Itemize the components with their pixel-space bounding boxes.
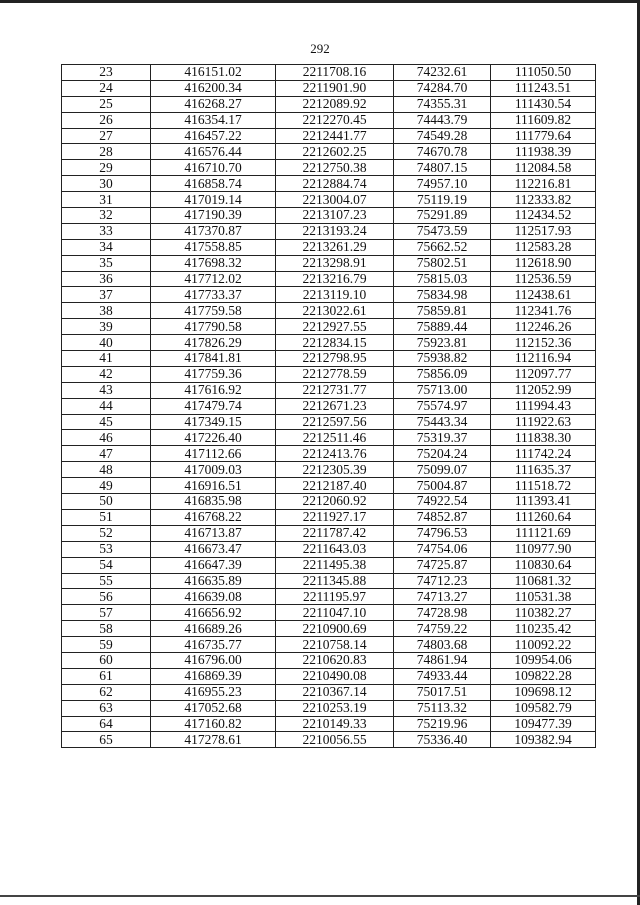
x-local-cell: 74284.70 <box>394 80 491 96</box>
point-number-cell: 58 <box>62 621 151 637</box>
x-coordinate-cell: 417698.32 <box>151 255 276 271</box>
x-local-cell: 74725.87 <box>394 557 491 573</box>
x-local-cell: 74957.10 <box>394 176 491 192</box>
point-number-cell: 45 <box>62 414 151 430</box>
x-local-cell: 74803.68 <box>394 637 491 653</box>
y-coordinate-cell: 2211708.16 <box>276 65 394 81</box>
table-row <box>62 255 596 271</box>
y-coordinate-cell: 2211901.90 <box>276 80 394 96</box>
x-coordinate-cell: 416576.44 <box>151 144 276 160</box>
y-local-cell: 112333.82 <box>491 192 596 208</box>
y-local-cell: 111838.30 <box>491 430 596 446</box>
x-coordinate-cell: 417009.03 <box>151 462 276 478</box>
y-local-cell: 109477.39 <box>491 716 596 732</box>
x-local-cell: 75923.81 <box>394 335 491 351</box>
point-number-cell: 60 <box>62 652 151 668</box>
y-local-cell: 111243.51 <box>491 80 596 96</box>
x-coordinate-cell: 416735.77 <box>151 637 276 653</box>
x-coordinate-cell: 417841.81 <box>151 351 276 367</box>
y-local-cell: 112434.52 <box>491 208 596 224</box>
table-row <box>62 192 596 208</box>
point-number-cell: 48 <box>62 462 151 478</box>
x-coordinate-cell: 416639.08 <box>151 589 276 605</box>
table-row <box>62 478 596 494</box>
x-local-cell: 75219.96 <box>394 716 491 732</box>
x-local-cell: 74549.28 <box>394 128 491 144</box>
y-local-cell: 109382.94 <box>491 732 596 748</box>
x-coordinate-cell: 416689.26 <box>151 621 276 637</box>
y-local-cell: 112341.76 <box>491 303 596 319</box>
table-row <box>62 208 596 224</box>
y-coordinate-cell: 2212750.38 <box>276 160 394 176</box>
y-local-cell: 112116.94 <box>491 351 596 367</box>
point-number-cell: 43 <box>62 382 151 398</box>
point-number-cell: 29 <box>62 160 151 176</box>
table-row <box>62 398 596 414</box>
y-local-cell: 112152.36 <box>491 335 596 351</box>
table-row <box>62 541 596 557</box>
y-local-cell: 110382.27 <box>491 605 596 621</box>
page-number: 292 <box>310 41 330 56</box>
point-number-cell: 47 <box>62 446 151 462</box>
x-local-cell: 75856.09 <box>394 366 491 382</box>
y-local-cell: 112618.90 <box>491 255 596 271</box>
y-coordinate-cell: 2212441.77 <box>276 128 394 144</box>
point-number-cell: 49 <box>62 478 151 494</box>
y-local-cell: 111922.63 <box>491 414 596 430</box>
y-local-cell: 112097.77 <box>491 366 596 382</box>
point-number-cell: 62 <box>62 684 151 700</box>
x-coordinate-cell: 416710.70 <box>151 160 276 176</box>
y-coordinate-cell: 2212511.46 <box>276 430 394 446</box>
coordinates-table-body <box>62 65 596 748</box>
x-coordinate-cell: 416713.87 <box>151 525 276 541</box>
x-local-cell: 74670.78 <box>394 144 491 160</box>
point-number-cell: 30 <box>62 176 151 192</box>
x-local-cell: 74796.53 <box>394 525 491 541</box>
table-row <box>62 494 596 510</box>
page-border-bottom <box>0 895 640 897</box>
y-coordinate-cell: 2212060.92 <box>276 494 394 510</box>
point-number-cell: 54 <box>62 557 151 573</box>
x-coordinate-cell: 417712.02 <box>151 271 276 287</box>
x-local-cell: 75204.24 <box>394 446 491 462</box>
x-coordinate-cell: 416858.74 <box>151 176 276 192</box>
y-coordinate-cell: 2211927.17 <box>276 509 394 525</box>
y-coordinate-cell: 2213119.10 <box>276 287 394 303</box>
y-coordinate-cell: 2210149.33 <box>276 716 394 732</box>
table-row <box>62 589 596 605</box>
point-number-cell: 53 <box>62 541 151 557</box>
x-coordinate-cell: 417558.85 <box>151 239 276 255</box>
x-local-cell: 75473.59 <box>394 223 491 239</box>
table-row <box>62 223 596 239</box>
point-number-cell: 38 <box>62 303 151 319</box>
point-number-cell: 51 <box>62 509 151 525</box>
x-coordinate-cell: 417826.29 <box>151 335 276 351</box>
y-coordinate-cell: 2211345.88 <box>276 573 394 589</box>
point-number-cell: 31 <box>62 192 151 208</box>
x-local-cell: 74922.54 <box>394 494 491 510</box>
point-number-cell: 63 <box>62 700 151 716</box>
table-row <box>62 509 596 525</box>
point-number-cell: 46 <box>62 430 151 446</box>
y-coordinate-cell: 2210758.14 <box>276 637 394 653</box>
y-coordinate-cell: 2212778.59 <box>276 366 394 382</box>
table-row <box>62 732 596 748</box>
point-number-cell: 25 <box>62 96 151 112</box>
y-local-cell: 111635.37 <box>491 462 596 478</box>
y-local-cell: 111994.43 <box>491 398 596 414</box>
table-row <box>62 621 596 637</box>
x-local-cell: 74355.31 <box>394 96 491 112</box>
point-number-cell: 41 <box>62 351 151 367</box>
point-number-cell: 40 <box>62 335 151 351</box>
x-coordinate-cell: 416673.47 <box>151 541 276 557</box>
x-local-cell: 74852.87 <box>394 509 491 525</box>
x-local-cell: 75815.03 <box>394 271 491 287</box>
x-coordinate-cell: 416656.92 <box>151 605 276 621</box>
point-number-cell: 27 <box>62 128 151 144</box>
page-border-top <box>0 0 640 3</box>
table-row <box>62 351 596 367</box>
x-local-cell: 74861.94 <box>394 652 491 668</box>
x-coordinate-cell: 417112.66 <box>151 446 276 462</box>
point-number-cell: 32 <box>62 208 151 224</box>
x-coordinate-cell: 417790.58 <box>151 319 276 335</box>
y-coordinate-cell: 2210367.14 <box>276 684 394 700</box>
table-row <box>62 112 596 128</box>
point-number-cell: 50 <box>62 494 151 510</box>
y-coordinate-cell: 2212187.40 <box>276 478 394 494</box>
y-local-cell: 110531.38 <box>491 589 596 605</box>
table-row <box>62 446 596 462</box>
table-row <box>62 335 596 351</box>
table-row <box>62 80 596 96</box>
point-number-cell: 65 <box>62 732 151 748</box>
x-coordinate-cell: 417019.14 <box>151 192 276 208</box>
point-number-cell: 35 <box>62 255 151 271</box>
table-row <box>62 573 596 589</box>
point-number-cell: 33 <box>62 223 151 239</box>
table-row <box>62 144 596 160</box>
x-coordinate-cell: 416647.39 <box>151 557 276 573</box>
x-coordinate-cell: 417226.40 <box>151 430 276 446</box>
y-local-cell: 112517.93 <box>491 223 596 239</box>
x-local-cell: 74713.27 <box>394 589 491 605</box>
x-local-cell: 75119.19 <box>394 192 491 208</box>
x-coordinate-cell: 416835.98 <box>151 494 276 510</box>
x-coordinate-cell: 416200.34 <box>151 80 276 96</box>
point-number-cell: 28 <box>62 144 151 160</box>
x-coordinate-cell: 417759.36 <box>151 366 276 382</box>
y-local-cell: 112246.26 <box>491 319 596 335</box>
table-row <box>62 65 596 81</box>
y-local-cell: 109822.28 <box>491 668 596 684</box>
x-local-cell: 75713.00 <box>394 382 491 398</box>
x-local-cell: 75291.89 <box>394 208 491 224</box>
x-local-cell: 74807.15 <box>394 160 491 176</box>
x-coordinate-cell: 416457.22 <box>151 128 276 144</box>
x-coordinate-cell: 417278.61 <box>151 732 276 748</box>
y-coordinate-cell: 2212798.95 <box>276 351 394 367</box>
y-coordinate-cell: 2212305.39 <box>276 462 394 478</box>
x-local-cell: 75834.98 <box>394 287 491 303</box>
x-coordinate-cell: 417349.15 <box>151 414 276 430</box>
table-row <box>62 287 596 303</box>
y-coordinate-cell: 2211495.38 <box>276 557 394 573</box>
table-row <box>62 366 596 382</box>
y-local-cell: 111938.39 <box>491 144 596 160</box>
y-coordinate-cell: 2212270.45 <box>276 112 394 128</box>
table-row <box>62 160 596 176</box>
table-row <box>62 128 596 144</box>
table-row <box>62 176 596 192</box>
table-row <box>62 303 596 319</box>
x-local-cell: 75938.82 <box>394 351 491 367</box>
table-row <box>62 319 596 335</box>
point-number-cell: 39 <box>62 319 151 335</box>
point-number-cell: 24 <box>62 80 151 96</box>
y-coordinate-cell: 2213216.79 <box>276 271 394 287</box>
x-local-cell: 74759.22 <box>394 621 491 637</box>
x-coordinate-cell: 417479.74 <box>151 398 276 414</box>
x-local-cell: 74712.23 <box>394 573 491 589</box>
coordinates-table <box>61 64 596 748</box>
x-coordinate-cell: 416768.22 <box>151 509 276 525</box>
y-local-cell: 111742.24 <box>491 446 596 462</box>
y-coordinate-cell: 2212671.23 <box>276 398 394 414</box>
x-coordinate-cell: 416869.39 <box>151 668 276 684</box>
x-local-cell: 74933.44 <box>394 668 491 684</box>
y-local-cell: 111518.72 <box>491 478 596 494</box>
y-local-cell: 112216.81 <box>491 176 596 192</box>
table-row <box>62 414 596 430</box>
x-local-cell: 75017.51 <box>394 684 491 700</box>
y-coordinate-cell: 2210056.55 <box>276 732 394 748</box>
x-coordinate-cell: 417190.39 <box>151 208 276 224</box>
y-local-cell: 111430.54 <box>491 96 596 112</box>
y-local-cell: 111260.64 <box>491 509 596 525</box>
y-coordinate-cell: 2212413.76 <box>276 446 394 462</box>
y-coordinate-cell: 2213193.24 <box>276 223 394 239</box>
y-local-cell: 112438.61 <box>491 287 596 303</box>
x-coordinate-cell: 417160.82 <box>151 716 276 732</box>
y-local-cell: 109954.06 <box>491 652 596 668</box>
point-number-cell: 52 <box>62 525 151 541</box>
point-number-cell: 57 <box>62 605 151 621</box>
x-local-cell: 74728.98 <box>394 605 491 621</box>
y-coordinate-cell: 2212834.15 <box>276 335 394 351</box>
x-coordinate-cell: 417733.37 <box>151 287 276 303</box>
table-row <box>62 557 596 573</box>
x-coordinate-cell: 417759.58 <box>151 303 276 319</box>
y-coordinate-cell: 2210253.19 <box>276 700 394 716</box>
table-row <box>62 462 596 478</box>
y-local-cell: 111779.64 <box>491 128 596 144</box>
x-local-cell: 75004.87 <box>394 478 491 494</box>
y-coordinate-cell: 2212602.25 <box>276 144 394 160</box>
point-number-cell: 42 <box>62 366 151 382</box>
y-coordinate-cell: 2210490.08 <box>276 668 394 684</box>
table-row <box>62 430 596 446</box>
table-row <box>62 637 596 653</box>
x-coordinate-cell: 416796.00 <box>151 652 276 668</box>
x-local-cell: 75859.81 <box>394 303 491 319</box>
x-local-cell: 75443.34 <box>394 414 491 430</box>
y-local-cell: 111121.69 <box>491 525 596 541</box>
point-number-cell: 59 <box>62 637 151 653</box>
y-local-cell: 110830.64 <box>491 557 596 573</box>
table-row <box>62 700 596 716</box>
y-local-cell: 110977.90 <box>491 541 596 557</box>
y-local-cell: 111050.50 <box>491 65 596 81</box>
x-local-cell: 75889.44 <box>394 319 491 335</box>
x-local-cell: 75336.40 <box>394 732 491 748</box>
y-coordinate-cell: 2211195.97 <box>276 589 394 605</box>
y-local-cell: 112084.58 <box>491 160 596 176</box>
y-coordinate-cell: 2213004.07 <box>276 192 394 208</box>
y-local-cell: 112536.59 <box>491 271 596 287</box>
y-local-cell: 112052.99 <box>491 382 596 398</box>
point-number-cell: 36 <box>62 271 151 287</box>
y-coordinate-cell: 2212089.92 <box>276 96 394 112</box>
y-coordinate-cell: 2212731.77 <box>276 382 394 398</box>
x-local-cell: 75802.51 <box>394 255 491 271</box>
x-local-cell: 74443.79 <box>394 112 491 128</box>
table-row <box>62 668 596 684</box>
y-coordinate-cell: 2212927.55 <box>276 319 394 335</box>
y-coordinate-cell: 2213298.91 <box>276 255 394 271</box>
y-coordinate-cell: 2213022.61 <box>276 303 394 319</box>
point-number-cell: 55 <box>62 573 151 589</box>
x-coordinate-cell: 416268.27 <box>151 96 276 112</box>
table-row <box>62 716 596 732</box>
point-number-cell: 61 <box>62 668 151 684</box>
x-coordinate-cell: 416955.23 <box>151 684 276 700</box>
table-row <box>62 605 596 621</box>
y-coordinate-cell: 2212884.74 <box>276 176 394 192</box>
y-local-cell: 112583.28 <box>491 239 596 255</box>
y-coordinate-cell: 2213261.29 <box>276 239 394 255</box>
point-number-cell: 26 <box>62 112 151 128</box>
point-number-cell: 56 <box>62 589 151 605</box>
x-local-cell: 75113.32 <box>394 700 491 716</box>
table-row <box>62 96 596 112</box>
table-row <box>62 525 596 541</box>
table-row <box>62 652 596 668</box>
point-number-cell: 34 <box>62 239 151 255</box>
x-coordinate-cell: 416354.17 <box>151 112 276 128</box>
x-coordinate-cell: 417370.87 <box>151 223 276 239</box>
y-local-cell: 110681.32 <box>491 573 596 589</box>
y-local-cell: 110092.22 <box>491 637 596 653</box>
y-coordinate-cell: 2213107.23 <box>276 208 394 224</box>
y-coordinate-cell: 2210900.69 <box>276 621 394 637</box>
x-local-cell: 75574.97 <box>394 398 491 414</box>
y-coordinate-cell: 2211787.42 <box>276 525 394 541</box>
y-coordinate-cell: 2210620.83 <box>276 652 394 668</box>
x-coordinate-cell: 416151.02 <box>151 65 276 81</box>
y-local-cell: 110235.42 <box>491 621 596 637</box>
x-local-cell: 75662.52 <box>394 239 491 255</box>
x-coordinate-cell: 417616.92 <box>151 382 276 398</box>
x-local-cell: 74232.61 <box>394 65 491 81</box>
y-local-cell: 109698.12 <box>491 684 596 700</box>
table-row <box>62 382 596 398</box>
x-local-cell: 74754.06 <box>394 541 491 557</box>
y-coordinate-cell: 2211643.03 <box>276 541 394 557</box>
x-coordinate-cell: 417052.68 <box>151 700 276 716</box>
table-row <box>62 239 596 255</box>
point-number-cell: 23 <box>62 65 151 81</box>
y-coordinate-cell: 2212597.56 <box>276 414 394 430</box>
y-local-cell: 111393.41 <box>491 494 596 510</box>
point-number-cell: 44 <box>62 398 151 414</box>
x-local-cell: 75319.37 <box>394 430 491 446</box>
x-coordinate-cell: 416635.89 <box>151 573 276 589</box>
x-coordinate-cell: 416916.51 <box>151 478 276 494</box>
point-number-cell: 64 <box>62 716 151 732</box>
point-number-cell: 37 <box>62 287 151 303</box>
y-coordinate-cell: 2211047.10 <box>276 605 394 621</box>
y-local-cell: 109582.79 <box>491 700 596 716</box>
y-local-cell: 111609.82 <box>491 112 596 128</box>
x-local-cell: 75099.07 <box>394 462 491 478</box>
table-row <box>62 271 596 287</box>
table-row <box>62 684 596 700</box>
